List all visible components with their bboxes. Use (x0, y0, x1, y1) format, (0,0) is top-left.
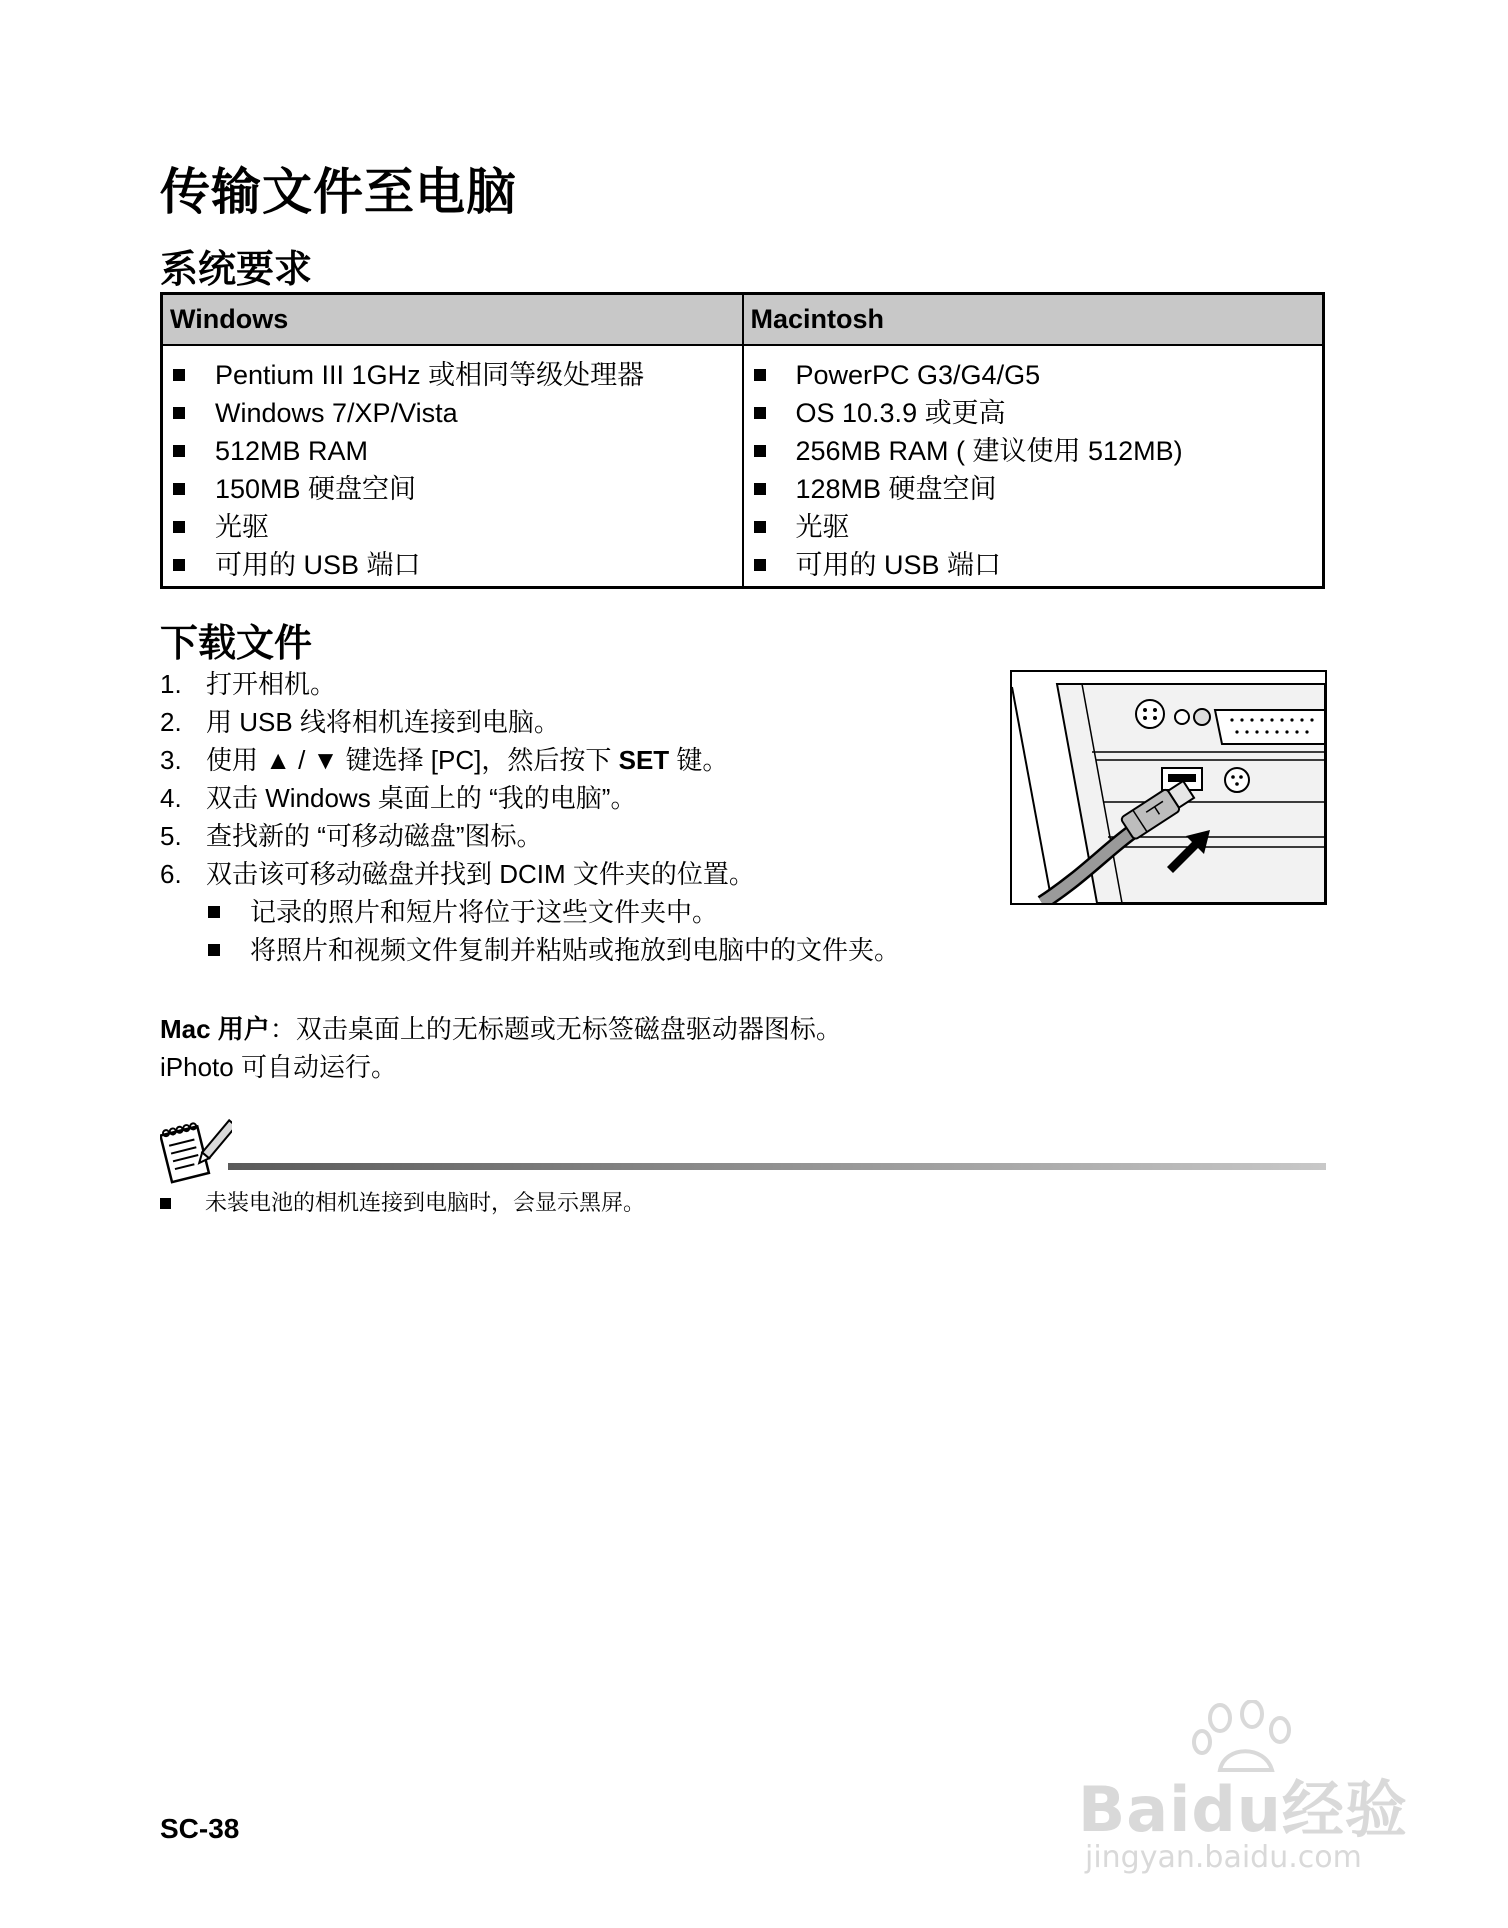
list-item: 256MB RAM ( 建议使用 512MB) (754, 432, 1315, 470)
requirements-table (160, 292, 1325, 589)
baidu-jingyan-watermark (1070, 1700, 1450, 1875)
sub-list-item: 记录的照片和短片将位于这些文件夹中。 (208, 893, 900, 931)
usb-connection-illustration (1010, 670, 1327, 905)
mac-requirements-cell (743, 345, 1324, 588)
step-6-sub-list (208, 893, 900, 969)
square-bullet-icon (173, 407, 185, 419)
list-item: 128MB 硬盘空间 (754, 470, 1315, 508)
square-bullet-icon (754, 521, 766, 533)
list-item: PowerPC G3/G4/G5 (754, 356, 1315, 394)
download-steps-list (160, 665, 755, 893)
watermark-url: jingyan.baidu.com (1085, 1840, 1362, 1875)
square-bullet-icon (173, 445, 185, 457)
square-bullet-icon (754, 559, 766, 571)
sub-list-item: 将照片和视频文件复制并粘贴或拖放到电脑中的文件夹。 (208, 931, 900, 969)
column-header-macintosh: Macintosh (743, 294, 1324, 346)
list-item: 光驱 (754, 508, 1315, 546)
list-item: 150MB 硬盘空间 (173, 470, 734, 508)
page-number: SC-38 (160, 1813, 240, 1844)
list-item: Pentium III 1GHz 或相同等级处理器 (173, 356, 734, 394)
set-key-label: SET (618, 745, 670, 775)
note-item: 未装电池的相机连接到电脑时，会显示黑屏。 (160, 1188, 645, 1218)
list-item: 512MB RAM (173, 432, 734, 470)
square-bullet-icon (173, 369, 185, 381)
step-item: 1. 打开相机。 (160, 669, 337, 699)
step-item: 2. 用 USB 线将相机连接到电脑。 (160, 707, 560, 737)
step-item: 3. 使用 ▲ / ▼ 键选择 [PC]，然后按下 SET 键。 (160, 745, 729, 775)
watermark-brand: Baidu经验 (1078, 1773, 1408, 1846)
list-item: OS 10.3.9 或更高 (754, 394, 1315, 432)
windows-requirements-cell (162, 345, 743, 588)
square-bullet-icon (754, 445, 766, 457)
square-bullet-icon (208, 944, 220, 956)
square-bullet-icon (160, 1198, 171, 1209)
usb-port-drawing (1012, 672, 1325, 903)
section-title-download: 下载文件 (160, 623, 313, 665)
square-bullet-icon (208, 906, 220, 918)
list-item: Windows 7/XP/Vista (173, 394, 734, 432)
step-item: 4. 双击 Windows 桌面上的 “我的电脑”。 (160, 783, 637, 813)
square-bullet-icon (754, 407, 766, 419)
square-bullet-icon (173, 559, 185, 571)
note-divider-bar (228, 1163, 1326, 1170)
section-title-requirements: 系统要求 (160, 249, 313, 291)
list-item: 可用的 USB 端口 (173, 546, 734, 584)
mac-note-line-1: Mac 用户：双击桌面上的无标题或无标签磁盘驱动器图标。 (160, 1014, 842, 1044)
column-header-windows: Windows (162, 294, 743, 346)
list-item: 可用的 USB 端口 (754, 546, 1315, 584)
square-bullet-icon (173, 521, 185, 533)
list-item: 光驱 (173, 508, 734, 546)
notepad-pencil-icon (160, 1115, 232, 1187)
square-bullet-icon (173, 483, 185, 495)
square-bullet-icon (754, 483, 766, 495)
mac-note-line-2: iPhoto 可自动运行。 (160, 1052, 397, 1082)
step-item: 5. 查找新的 “可移动磁盘”图标。 (160, 821, 543, 851)
step-item: 6. 双击该可移动磁盘并找到 DCIM 文件夹的位置。 (160, 859, 755, 889)
square-bullet-icon (754, 369, 766, 381)
page-title: 传输文件至电脑 (160, 164, 517, 220)
mac-user-note (160, 1010, 842, 1086)
mac-user-label: Mac 用户 (160, 1014, 270, 1044)
